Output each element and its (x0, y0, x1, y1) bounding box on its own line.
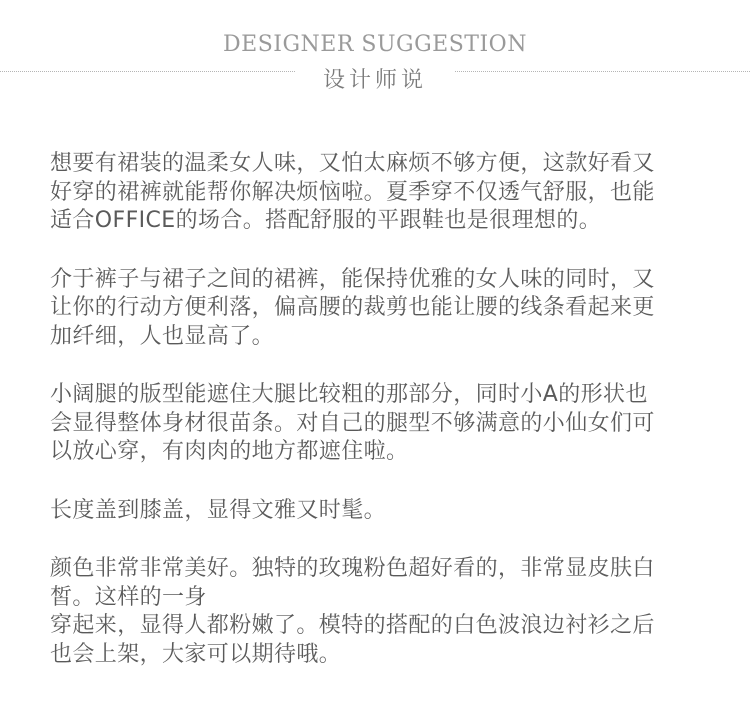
section-header (0, 0, 750, 110)
paragraph-2 (50, 266, 705, 352)
paragraph-line: 长度盖到膝盖，显得文雅又时髦。 (50, 497, 387, 523)
paragraph-1 (50, 150, 705, 236)
paragraph-line: 想要有裙装的温柔女人味，又怕太麻烦不够方便，这款好看又 (50, 151, 655, 176)
section-title-cn: 设计师说 (322, 68, 427, 93)
section-title-en: DESIGNER SUGGESTION (223, 32, 527, 57)
paragraph-line: 加纤细，人也显高了。 (50, 323, 275, 349)
paragraph-line: 皙。这样的一身 (50, 584, 207, 610)
paragraph-line: 适合OFFICE的场合。搭配舒服的平跟鞋也是很理想的。 (50, 208, 602, 233)
paragraph-line: 穿起来，显得人都粉嫩了。模特的搭配的白色波浪边衬衫之后 (50, 613, 655, 638)
paragraph-line: 颜色非常非常美好。独特的玫瑰粉色超好看的，非常显皮肤白 (50, 556, 655, 581)
paragraph-line: 也会上架，大家可以期待哦。 (50, 641, 342, 667)
paragraph-line: 好穿的裙裤就能帮你解决烦恼啦。夏季穿不仅透气舒服，也能 (50, 179, 655, 205)
divider-right (455, 71, 750, 72)
paragraph-line: 让你的行动方便利落，偏高腰的裁剪也能让腰的线条看起来更 (50, 295, 655, 320)
paragraph-line: 介于裤子与裙子之间的裙裤，能保持优雅的女人味的同时，又 (50, 266, 655, 292)
paragraph-5 (50, 555, 705, 669)
paragraph-line: 以放心穿，有肉肉的地方都遮住啦。 (50, 439, 409, 464)
suggestion-body (50, 150, 705, 699)
paragraph-4 (50, 497, 705, 526)
paragraph-3 (50, 381, 705, 467)
paragraph-line: 小阔腿的版型能遮住大腿比较粗的那部分，同时小A的形状也 (50, 382, 648, 407)
paragraph-line: 会显得整体身材很苗条。对自己的腿型不够满意的小仙女们可 (50, 410, 655, 436)
